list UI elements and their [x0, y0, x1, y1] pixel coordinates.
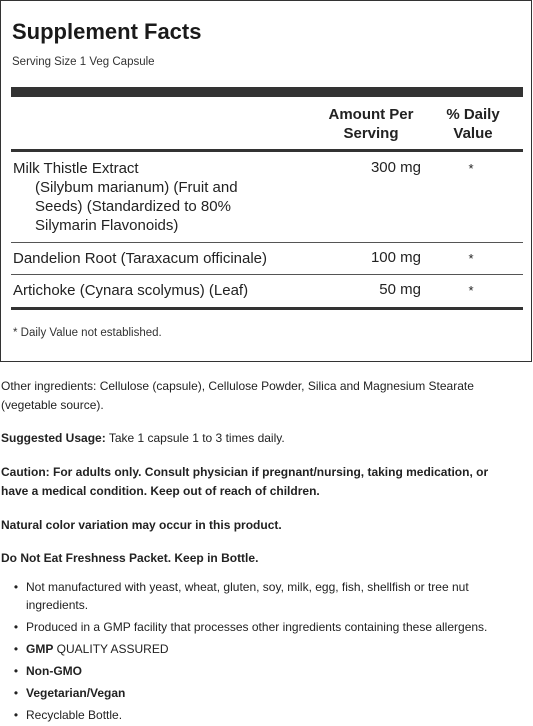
serving-size: Serving Size 1 Veg Capsule — [12, 56, 155, 68]
suggested-usage — [1, 429, 531, 448]
ingredient-daily-value: * — [468, 283, 474, 298]
other-ingredients-line1: Other ingredients: Cellulose (capsule), Cellulose Powder, Silica and Magnesium Stearate — [1, 379, 474, 393]
dv-header-line2: Value — [453, 125, 493, 142]
freshness-note: Do Not Eat Freshness Packet. Keep in Bottle. — [1, 551, 259, 565]
bullet-icon: • — [13, 620, 19, 634]
list-item-text: Produced in a GMP facility that processes other ingredients containing these allergens. — [26, 620, 488, 634]
list-item-text: Recyclable Bottle. — [26, 708, 123, 722]
bottom-divider — [11, 307, 523, 310]
list-item-text: Non-GMO — [26, 664, 82, 678]
amount-per-serving-header — [319, 105, 423, 143]
daily-value-note: * Daily Value not established. — [13, 327, 162, 339]
amount-header-line2: Serving — [343, 125, 399, 142]
daily-value-header — [437, 105, 509, 143]
ingredient-amount: 100 mg — [370, 249, 421, 266]
caution-line1: Caution: For adults only. Consult physician if pregnant/nursing, taking medication, or — [1, 465, 489, 479]
ingredient-name: Artichoke (Cynara scolymus) (Leaf) — [13, 282, 249, 299]
row-divider — [11, 242, 523, 243]
ingredient-detail: Seeds) (Standardized to 80% — [35, 198, 231, 215]
caution-line2: have a medical condition. Keep out of reach of children. — [1, 484, 320, 498]
ingredient-name: Dandelion Root (Taraxacum officinale) — [13, 250, 268, 267]
list-item-text: Vegetarian/Vegan — [26, 686, 126, 700]
color-variation-note: Natural color variation may occur in this product. — [1, 518, 282, 532]
row-divider — [11, 274, 523, 275]
dv-header-line1: % Daily — [446, 106, 500, 123]
bullet-icon: • — [13, 708, 19, 722]
amount-header-line1: Amount Per — [328, 106, 414, 123]
ingredient-name: Milk Thistle Extract — [13, 160, 139, 177]
bullet-icon: • — [13, 580, 19, 594]
bullet-icon: • — [13, 686, 19, 700]
gmp-label: GMP — [26, 642, 54, 656]
facts-title: Supplement Facts — [12, 19, 202, 44]
ingredient-daily-value: * — [468, 251, 474, 266]
list-item-text — [26, 578, 531, 614]
ingredient-daily-value: * — [468, 161, 474, 176]
bullet-icon: • — [13, 642, 19, 656]
ingredient-detail: (Silybum marianum) (Fruit and — [35, 179, 238, 196]
ingredient-amount: 50 mg — [379, 281, 421, 298]
ingredient-amount: 300 mg — [370, 159, 421, 176]
quality-assured-label: QUALITY ASSURED — [53, 642, 169, 656]
allergen-line1: Not manufactured with yeast, wheat, gluten, soy, milk, egg, fish, shellfish or tree nut — [26, 580, 469, 594]
other-ingredients-line2: (vegetable source). — [1, 398, 104, 412]
caution-warning — [1, 463, 531, 501]
allergen-line2: ingredients. — [26, 598, 89, 612]
top-thick-divider — [11, 87, 523, 97]
suggested-usage-label: Suggested Usage: — [1, 431, 106, 445]
bullet-icon: • — [13, 664, 19, 678]
supplement-facts-panel — [0, 0, 532, 362]
other-ingredients — [1, 377, 531, 415]
list-item-text — [26, 640, 531, 658]
header-divider — [11, 149, 523, 152]
suggested-usage-text: Take 1 capsule 1 to 3 times daily. — [105, 431, 285, 445]
ingredient-detail: Silymarin Flavonoids) — [35, 217, 179, 234]
